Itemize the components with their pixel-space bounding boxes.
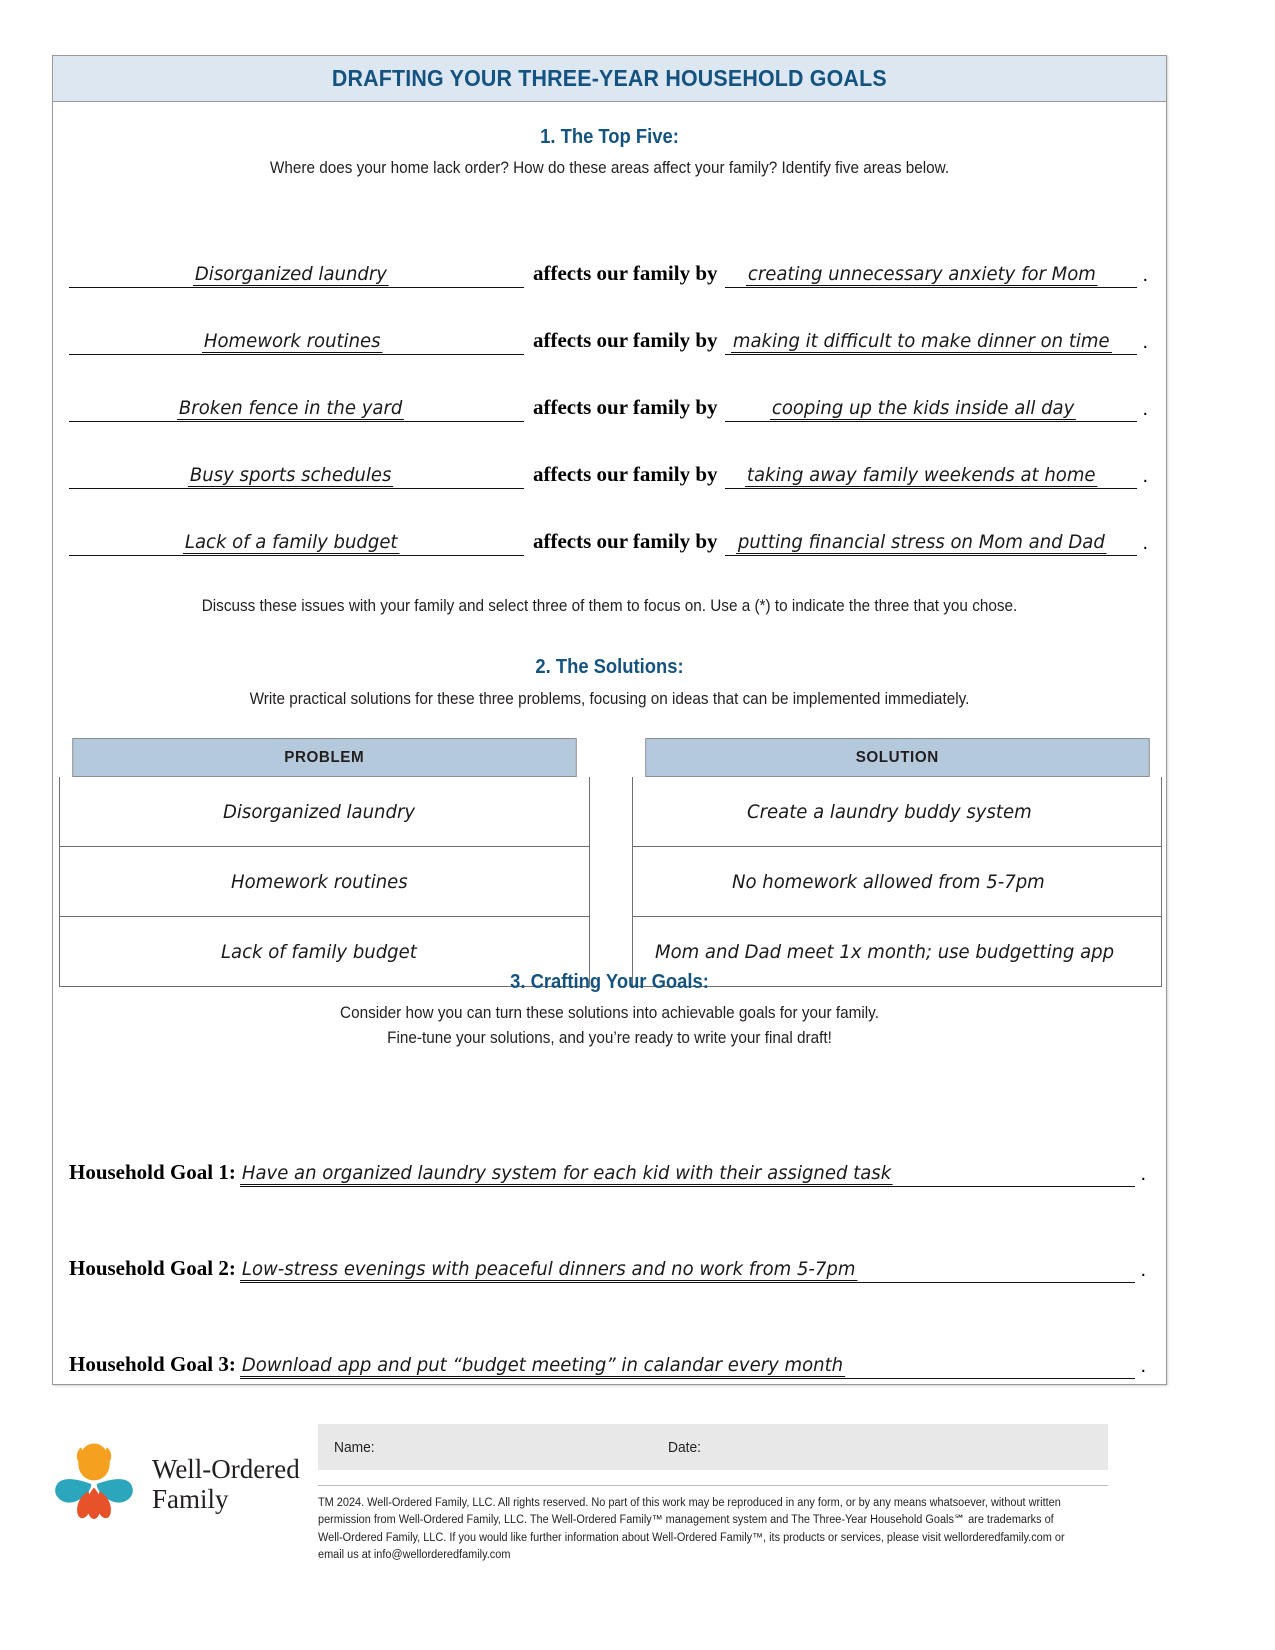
table-row[interactable] bbox=[59, 777, 590, 847]
top-five-row bbox=[53, 221, 1166, 288]
effect-blank[interactable] bbox=[725, 392, 1138, 422]
worksheet-sheet bbox=[52, 55, 1167, 1385]
section-3-subtitle-line2: Fine-tune your solutions, and you’re ready to write your final draft! bbox=[387, 1027, 832, 1047]
name-field-label[interactable]: Name: bbox=[334, 1438, 375, 1456]
section-3-title: 3. Crafting Your Goals: bbox=[510, 971, 709, 993]
page-footer bbox=[0, 1400, 1275, 1570]
effect-value: putting financial stress on Mom and Dad bbox=[737, 531, 1105, 553]
problem-value: Disorganized laundry bbox=[195, 263, 388, 285]
column-header-solution: SOLUTION bbox=[645, 738, 1149, 777]
brand-line-1: Well-Ordered bbox=[152, 1453, 300, 1484]
household-goals bbox=[53, 1091, 1166, 1379]
problem-blank[interactable] bbox=[69, 258, 524, 288]
solution-cell-value: Mom and Dad meet 1x month; use budgetting app bbox=[655, 940, 1115, 963]
row-period: . bbox=[1142, 331, 1148, 353]
problem-blank[interactable] bbox=[69, 526, 524, 556]
problem-value: Lack of a family budget bbox=[184, 531, 398, 553]
brand-logo bbox=[48, 1428, 303, 1540]
discuss-instruction-wrap bbox=[53, 594, 1166, 619]
solution-column bbox=[632, 738, 1163, 987]
table-row[interactable] bbox=[632, 847, 1163, 917]
goal-value: Download app and put “budget meeting” in calandar every month bbox=[241, 1354, 844, 1376]
problem-cell-value: Homework routines bbox=[231, 870, 408, 893]
goal-blank[interactable] bbox=[240, 1349, 1136, 1379]
goal-blank[interactable] bbox=[240, 1157, 1136, 1187]
table-row[interactable] bbox=[59, 847, 590, 917]
problem-blank[interactable] bbox=[69, 325, 524, 355]
problem-value: Broken fence in the yard bbox=[178, 397, 403, 419]
flower-logo-icon bbox=[48, 1438, 140, 1530]
section-solutions-header bbox=[53, 656, 1166, 712]
name-date-bar bbox=[318, 1424, 1108, 1470]
goal-period: . bbox=[1140, 1259, 1146, 1281]
discuss-instruction: Discuss these issues with your family and select three of them to focus on. Use a (*) to indicate the three that you chose. bbox=[201, 596, 1018, 615]
top-five-row bbox=[53, 355, 1166, 422]
effect-value: creating unnecessary anxiety for Mom bbox=[747, 263, 1096, 285]
page-title: DRAFTING YOUR THREE-YEAR HOUSEHOLD GOALS bbox=[332, 65, 887, 91]
brand-line-2: Family bbox=[152, 1484, 229, 1514]
top-five-rows bbox=[53, 221, 1166, 556]
section-1-subtitle: Where does your home lack order? How do these areas affect your family? Identify five areas below. bbox=[269, 158, 950, 177]
connector-label: affects our family by bbox=[533, 328, 718, 352]
goal-value: Have an organized laundry system for each kid with their assigned task bbox=[241, 1162, 892, 1184]
row-period: . bbox=[1142, 398, 1148, 420]
solution-cell-value: Create a laundry buddy system bbox=[746, 800, 1032, 823]
problem-value: Busy sports schedules bbox=[190, 464, 392, 486]
connector-label: affects our family by bbox=[533, 261, 718, 285]
connector-label: affects our family by bbox=[533, 529, 718, 553]
worksheet-title-band bbox=[53, 56, 1166, 102]
goal-label: Household Goal 2: bbox=[69, 1256, 236, 1280]
effect-value: cooping up the kids inside all day bbox=[771, 397, 1075, 419]
section-2-title: 2. The Solutions: bbox=[535, 656, 684, 678]
date-field-label[interactable]: Date: bbox=[668, 1438, 702, 1456]
brand-name bbox=[152, 1454, 300, 1514]
effect-blank[interactable] bbox=[725, 459, 1138, 489]
goal-label: Household Goal 1: bbox=[69, 1160, 236, 1184]
section-2-subtitle: Write practical solutions for these three problems, focusing on ideas that can be implemented immediately. bbox=[249, 689, 970, 708]
table-row[interactable] bbox=[632, 777, 1163, 847]
section-goals-header bbox=[53, 971, 1166, 1050]
problem-cell-value: Lack of family budget bbox=[221, 940, 418, 963]
problem-column bbox=[59, 738, 590, 987]
section-3-subtitle-line1: Consider how you can turn these solutions into achievable goals for your family. bbox=[340, 1003, 879, 1022]
copyright-text: TM 2024. Well-Ordered Family, LLC. All rights reserved. No part of this work may be reproduced in any form, or by any means whatsoever, without written permission from Well-Ordered Family, LLC. The Well-Ordered Family™ management system and The Three-Year Household Goals℠ are trademarks of Well-Ordered Family, LLC. If you would like further information about Well-Ordered Family™, its products or services, please visit wellorderedfamily.com or email us at info@wellorderedfamily.com bbox=[318, 1497, 1065, 1561]
problem-value: Homework routines bbox=[203, 330, 381, 352]
top-five-row bbox=[53, 422, 1166, 489]
goal-period: . bbox=[1140, 1355, 1146, 1377]
problem-blank[interactable] bbox=[69, 392, 524, 422]
top-five-row bbox=[53, 489, 1166, 556]
goal-row bbox=[53, 1283, 1166, 1379]
effect-blank[interactable] bbox=[725, 258, 1138, 288]
column-header-problem: PROBLEM bbox=[72, 738, 576, 777]
problem-blank[interactable] bbox=[69, 459, 524, 489]
goal-blank[interactable] bbox=[240, 1253, 1136, 1283]
effect-blank[interactable] bbox=[725, 325, 1138, 355]
row-period: . bbox=[1142, 264, 1148, 286]
effect-blank[interactable] bbox=[725, 526, 1138, 556]
footer-divider bbox=[318, 1485, 1108, 1486]
connector-label: affects our family by bbox=[533, 462, 718, 486]
solution-cell-value: No homework allowed from 5-7pm bbox=[732, 870, 1045, 893]
effect-value: making it difficult to make dinner on time bbox=[732, 330, 1110, 352]
effect-value: taking away family weekends at home bbox=[747, 464, 1097, 486]
goal-value: Low-stress evenings with peaceful dinners and no work from 5-7pm bbox=[241, 1258, 856, 1280]
goal-row bbox=[53, 1091, 1166, 1187]
section-top-five-header bbox=[53, 126, 1166, 181]
goal-period: . bbox=[1140, 1163, 1146, 1185]
connector-label: affects our family by bbox=[533, 395, 718, 419]
problem-cell-value: Disorganized laundry bbox=[223, 800, 416, 823]
section-1-title: 1. The Top Five: bbox=[540, 126, 679, 148]
goal-row bbox=[53, 1187, 1166, 1283]
row-period: . bbox=[1142, 532, 1148, 554]
top-five-row bbox=[53, 288, 1166, 355]
problem-solution-tables bbox=[57, 738, 1164, 987]
row-period: . bbox=[1142, 465, 1148, 487]
goal-label: Household Goal 3: bbox=[69, 1352, 236, 1376]
